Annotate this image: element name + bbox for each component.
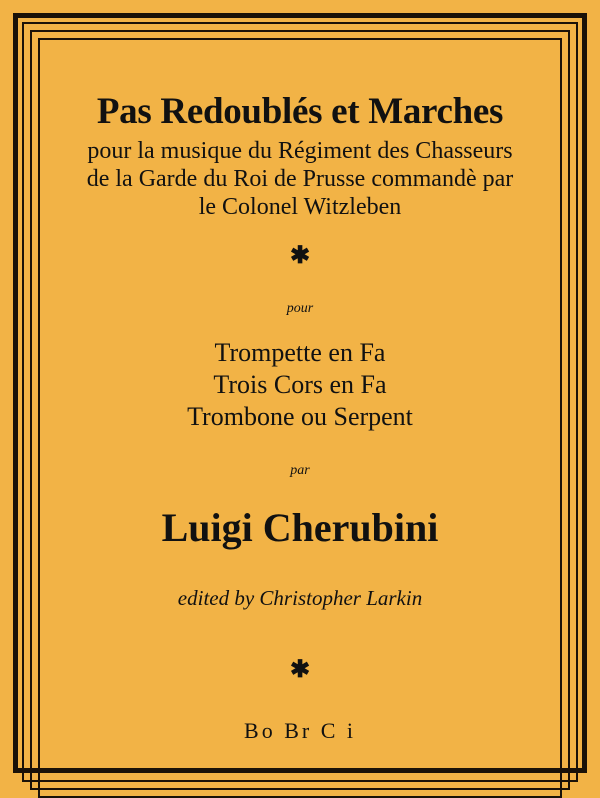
subtitle-line: pour la musique du Régiment des Chasseurs	[87, 138, 513, 164]
subtitle	[40, 137, 560, 221]
subtitle-line: de la Garde du Roi de Prusse commandè par	[86, 166, 514, 192]
instrument-item: Trois Cors en Fa	[213, 370, 387, 399]
composer-name: Luigi Cherubini	[161, 505, 439, 550]
subtitle-line: le Colonel Witzleben	[198, 194, 402, 220]
asterisk-ornament-icon: ✱	[289, 243, 311, 269]
editor-credit: edited by Christopher Larkin	[177, 586, 423, 610]
pour-label: pour	[286, 301, 314, 316]
par-label: par	[290, 463, 310, 478]
instrument-list	[40, 337, 560, 433]
instrument-item: Trompette en Fa	[214, 338, 386, 367]
asterisk-ornament-icon: ✱	[289, 657, 311, 683]
instrument-item: Trombone ou Serpent	[187, 402, 413, 431]
publisher-name-cropped: Bo Br C i	[244, 718, 356, 743]
page-title: Pas Redoublés et Marches	[96, 91, 504, 132]
